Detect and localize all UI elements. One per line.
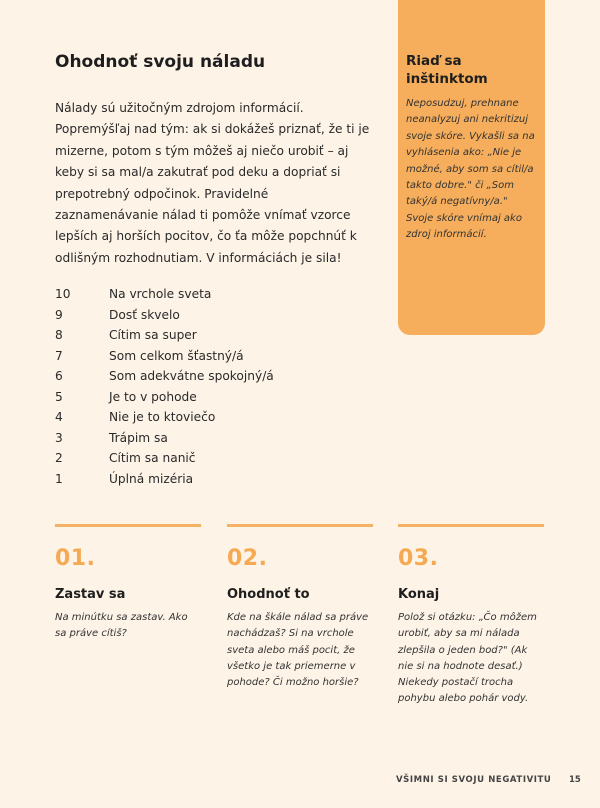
scale-number: 8 [55,328,63,342]
step-number: 03. [398,546,439,571]
scale-row [55,305,375,326]
scale-number: 2 [55,451,63,465]
scale-number: 10 [55,287,71,301]
scale-number: 7 [55,348,63,363]
running-footer-title: VŠIMNI SI SVOJU NEGATIVITU [396,775,552,785]
scale-number: 1 [55,471,63,486]
step-title: Zastav sa [55,587,126,602]
step-divider [398,524,544,527]
scale-label: Trápim sa [109,430,168,445]
scale-label: Dosť skvelo [109,307,180,322]
step-divider [55,524,201,527]
scale-number: 4 [55,410,63,424]
step-text: Kde na škále nálad sa práve nachádzaš? Si na vrchole sveta alebo máš pocit, že všetko je tak priemerne v pohode? Či možno horšie? [227,612,369,689]
scale-label: Cítim sa nanič [109,451,196,465]
scale-row [55,387,375,408]
step-column-3 [398,524,544,708]
sidebar-text: Neposudzuj, prehnane neanalyzuj ani nekritizuj svoje skóre. Vykašli sa na vyhlásenia ako: „Nie je možné, aby som sa cítil/a takto dobre." či „Som taký/á negatívny/a." Svoje skóre vnímaj ako zdroj informácií. [406,98,535,241]
scale-row [55,407,375,428]
scale-label: Úplná mizéria [109,471,194,486]
scale-number: 6 [55,369,63,383]
scale-row [55,469,375,490]
scale-row [55,448,375,469]
sidebar-title: Riaď sa inštinktom [406,53,488,87]
scale-row [55,428,375,449]
step-divider [227,524,373,527]
step-column-2 [227,524,373,691]
step-number: 01. [55,546,96,571]
step-title: Ohodnoť to [227,587,310,602]
mood-scale [55,284,375,489]
scale-number: 3 [55,430,63,445]
intro-paragraph: Nálady sú užitočným zdrojom informácií. Popremýšľaj nad tým: ak si dokážeš priznať, že ti je mizerne, potom s tým môžeš aj niečo urobiť – aj keby si sa mal/a zakutrať pod deku a dopriať si prepotrebný odpočinok. Pravidelné zaznamenávanie nálad ti pomôže vnímať vzorce lepších aj horších pocitov, čo ťa môže popchnúť k odlišným rozhodnutiam. V informáciách je sila! [55,101,370,265]
page-number: 15 [569,775,581,785]
scale-label: Som celkom šťastný/á [109,348,244,363]
scale-number: 9 [55,307,63,322]
step-title: Konaj [398,587,440,602]
step-column-1 [55,524,201,643]
scale-label: Cítim sa super [109,328,197,342]
scale-label: Je to v pohode [109,389,197,404]
scale-row [55,325,375,346]
scale-number: 5 [55,389,63,404]
step-number: 02. [227,546,268,571]
scale-row [55,284,375,305]
page-title: Ohodnoť svoju náladu [55,52,266,72]
scale-label: Som adekvátne spokojný/á [109,369,274,383]
step-text: Na minútku sa zastav. Ako sa práve cítiš? [55,612,188,640]
step-text: Polož si otázku: „Čo môžem urobiť, aby sa mi nálada zlepšila o jeden bod?" (Ak nie si na hodnote desať.) Niekedy postačí trocha pohybu alebo pohár vody. [398,612,537,705]
sidebar-box [398,0,545,335]
scale-row [55,346,375,367]
scale-label: Na vrchole sveta [109,287,212,301]
scale-row [55,366,375,387]
scale-label: Nie je to ktoviečo [109,410,216,424]
